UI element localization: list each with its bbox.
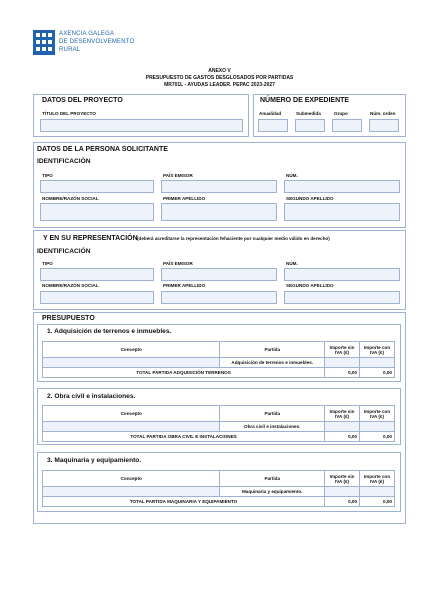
representative-note: (deberá acreditarse la representación fehaciente por cualquier medio válido en derecho) <box>137 236 330 241</box>
project-title-field[interactable] <box>40 119 243 132</box>
applicant-segundo-label: SEGUNDO APELLIDO <box>286 196 334 201</box>
col-importe-con-iva: Importe con IVA (€) <box>360 471 395 487</box>
table-header-row <box>43 406 395 422</box>
representative-primer-label: PRIMER APELLIDO <box>163 283 206 288</box>
importe-sin-iva-cell[interactable] <box>325 358 360 368</box>
representative-segundo-label: SEGUNDO APELLIDO <box>286 283 334 288</box>
total-sin-iva: 0,00 <box>325 368 360 378</box>
applicant-primer-field[interactable] <box>161 203 277 221</box>
applicant-num-label: NÚM. <box>286 173 298 178</box>
col-concepto: Concepto <box>43 342 220 358</box>
total-sin-iva: 0,00 <box>325 497 360 507</box>
budget-section-title: PRESUPUESTO <box>42 315 95 322</box>
applicant-primer-label: PRIMER APELLIDO <box>163 196 206 201</box>
col-partida: Partida <box>220 406 325 422</box>
total-label: TOTAL PARTIDA MAQUINARIA Y EQUIPAMIENTO <box>43 497 325 507</box>
concepto-cell[interactable] <box>43 358 220 368</box>
num-orden-label: Núm. orden <box>370 111 396 116</box>
partida-cell: Adquisición de terrenos e inmuebles. <box>220 358 325 368</box>
project-section-title: DATOS DEL PROYECTO <box>42 97 123 104</box>
partida-cell: Obra civil e instalaciones. <box>220 422 325 432</box>
applicant-pais-label: PAÍS EMISOR <box>163 173 193 178</box>
applicant-num-field[interactable] <box>284 180 400 193</box>
total-sin-iva: 0,00 <box>325 432 360 442</box>
document-subtitle: MR701L - AYUDAS LEADER. PEPAC 2023-2027 <box>164 82 275 88</box>
importe-con-iva-cell[interactable] <box>360 422 395 432</box>
col-importe-sin-iva: Importe sin IVA (€) <box>325 406 360 422</box>
total-label: TOTAL PARTIDA OBRA CIVIL E INSTALACIONES <box>43 432 325 442</box>
partida-cell: Maquinaria y equipamiento. <box>220 487 325 497</box>
num-orden-field[interactable] <box>369 119 399 132</box>
grupo-field[interactable] <box>332 119 362 132</box>
representative-pais-field[interactable] <box>161 268 277 281</box>
budget-table-1 <box>42 341 395 378</box>
importe-con-iva-cell[interactable] <box>360 358 395 368</box>
representative-identification-heading: IDENTIFICACIÓN <box>37 248 91 255</box>
total-con-iva: 0,00 <box>360 432 395 442</box>
budget-subsection-3-title: 3. Maquinaria y equipamiento. <box>47 457 142 464</box>
xunta-logo-icon <box>33 30 55 55</box>
applicant-tipo-field[interactable] <box>40 180 154 193</box>
col-importe-con-iva: Importe con IVA (€) <box>360 406 395 422</box>
total-con-iva: 0,00 <box>360 497 395 507</box>
project-title-label: TÍTULO DEL PROYECTO <box>42 111 96 116</box>
budget-subsection-1-title: 1. Adquisición de terrenos e inmuebles. <box>47 328 172 335</box>
table-row <box>43 358 395 368</box>
representative-num-field[interactable] <box>284 268 400 281</box>
col-concepto: Concepto <box>43 406 220 422</box>
representative-nombre-label: NOMBRE/RAZÓN SOCIAL <box>42 283 99 288</box>
table-row <box>43 422 395 432</box>
org-name-line3: RURAL <box>59 47 81 53</box>
anualidad-label: Anualidad <box>259 111 282 116</box>
concepto-cell[interactable] <box>43 487 220 497</box>
col-importe-sin-iva: Importe sin IVA (€) <box>325 471 360 487</box>
applicant-pais-field[interactable] <box>161 180 277 193</box>
grupo-label: Grupo <box>334 111 348 116</box>
representative-tipo-label: TIPO <box>42 261 53 266</box>
col-importe-sin-iva: Importe sin IVA (€) <box>325 342 360 358</box>
importe-con-iva-cell[interactable] <box>360 487 395 497</box>
org-name-line1: AXENCIA GALEGA <box>59 31 115 37</box>
applicant-nombre-label: NOMBRE/RAZÓN SOCIAL <box>42 196 99 201</box>
table-header-row <box>43 342 395 358</box>
concepto-cell[interactable] <box>43 422 220 432</box>
applicant-section-title: DATOS DE LA PERSONA SOLICITANTE <box>37 146 168 153</box>
table-total-row <box>43 432 395 442</box>
document-title: PRESUPUESTO DE GASTOS DESGLOSADOS POR PARTIDAS <box>145 75 294 81</box>
annex-label: ANEXO V <box>208 68 231 74</box>
applicant-identification-heading: IDENTIFICACIÓN <box>37 158 91 165</box>
applicant-tipo-label: TIPO <box>42 173 53 178</box>
budget-table-2 <box>42 405 395 442</box>
file-number-title: NÚMERO DE EXPEDIENTE <box>260 97 350 104</box>
representative-tipo-field[interactable] <box>40 268 154 281</box>
total-label: TOTAL PARTIDA ADQUISICIÓN TERRENOS <box>43 368 325 378</box>
total-con-iva: 0,00 <box>360 368 395 378</box>
budget-table-3 <box>42 470 395 507</box>
applicant-nombre-field[interactable] <box>40 203 154 221</box>
importe-sin-iva-cell[interactable] <box>325 487 360 497</box>
submedida-label: Submedida <box>296 111 321 116</box>
representative-num-label: NÚM. <box>286 261 298 266</box>
table-total-row <box>43 497 395 507</box>
representative-nombre-field[interactable] <box>40 291 154 304</box>
budget-subsection-2-title: 2. Obra civil e instalaciones. <box>47 393 136 400</box>
col-concepto: Concepto <box>43 471 220 487</box>
col-importe-con-iva: Importe con IVA (€) <box>360 342 395 358</box>
table-header-row <box>43 471 395 487</box>
representative-primer-field[interactable] <box>161 291 277 304</box>
representative-pais-label: PAÍS EMISOR <box>163 261 193 266</box>
submedida-field[interactable] <box>295 119 325 132</box>
col-partida: Partida <box>220 471 325 487</box>
org-name-line2: DE DESENVOLVEMENTO <box>59 39 135 45</box>
table-row <box>43 487 395 497</box>
importe-sin-iva-cell[interactable] <box>325 422 360 432</box>
col-partida: Partida <box>220 342 325 358</box>
anualidad-field[interactable] <box>258 119 288 132</box>
applicant-segundo-field[interactable] <box>284 203 400 221</box>
table-total-row <box>43 368 395 378</box>
representative-section-title: Y EN SU REPRESENTACIÓN <box>43 235 138 242</box>
representative-segundo-field[interactable] <box>284 291 400 304</box>
